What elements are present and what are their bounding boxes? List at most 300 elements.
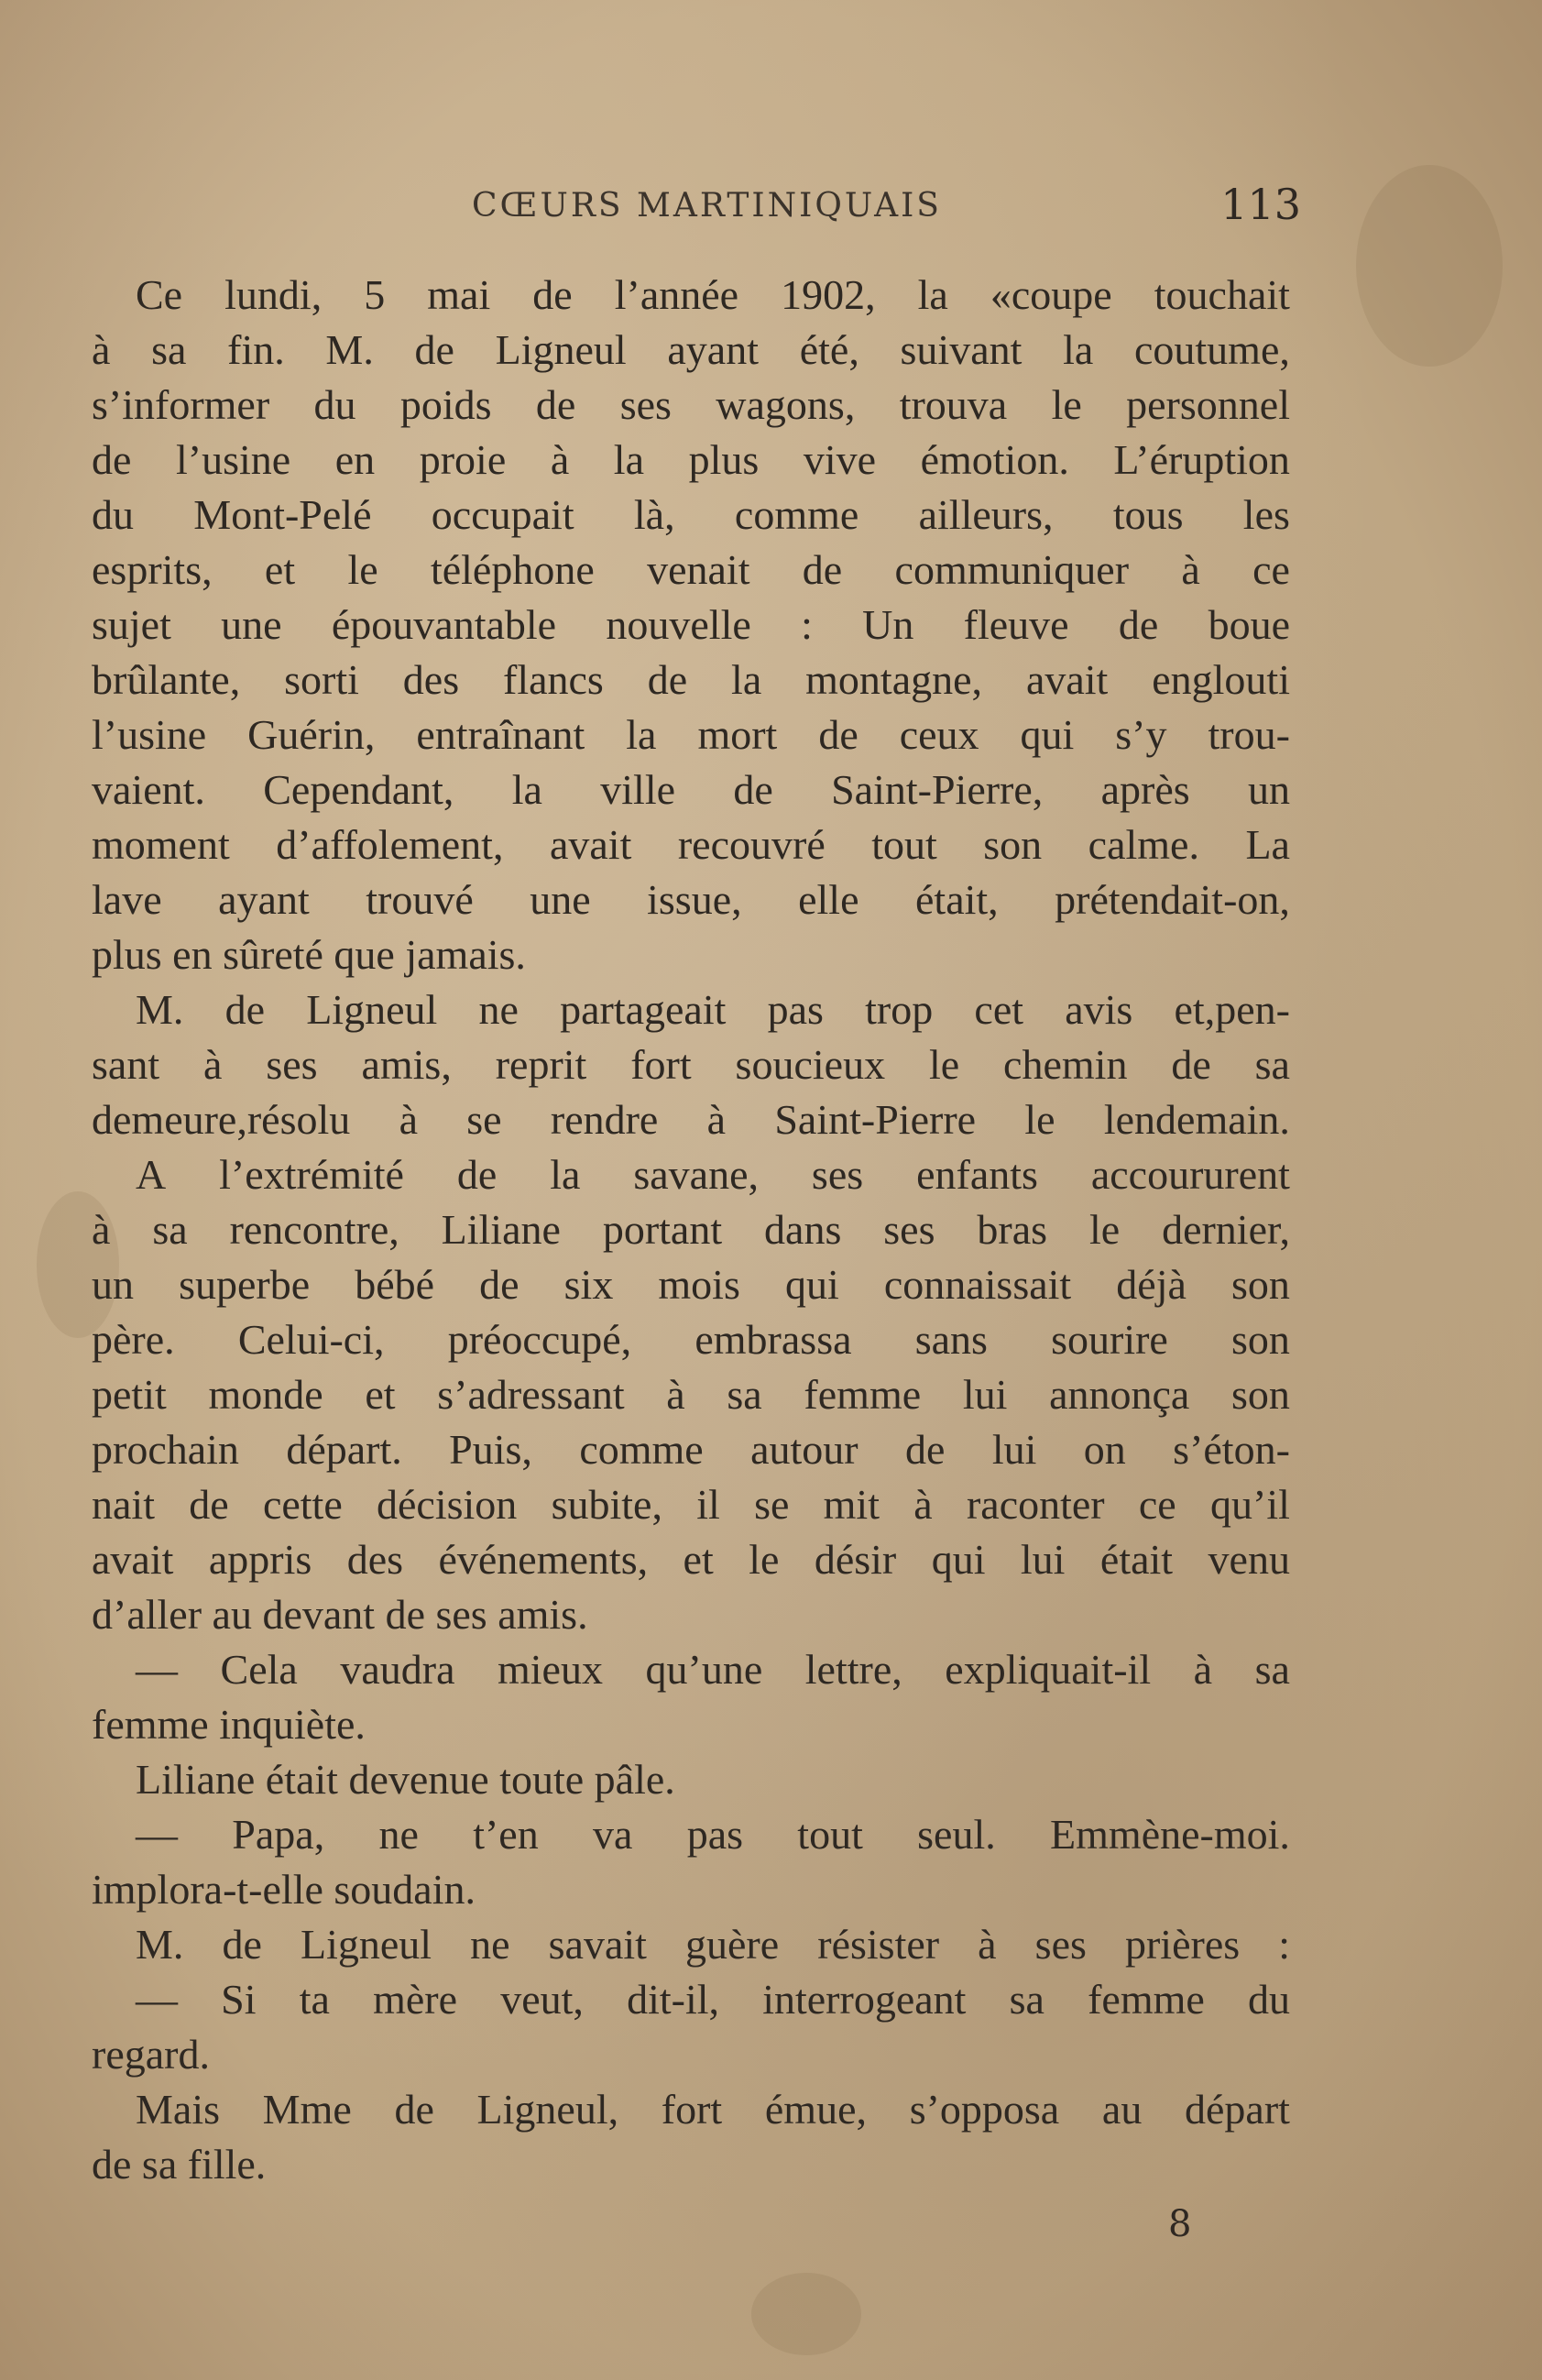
word: femme <box>1088 1976 1205 2023</box>
word: trouva <box>899 381 1008 428</box>
word: M. <box>136 1921 184 1968</box>
word: et,pen- <box>1174 986 1290 1033</box>
word: sans <box>914 1316 988 1363</box>
text-line <box>92 323 1290 378</box>
word: était, <box>915 876 999 923</box>
word: à <box>1193 1646 1213 1693</box>
word: : <box>1278 1921 1290 1968</box>
word: de <box>92 436 132 483</box>
word: fort <box>661 2086 723 2133</box>
word: prochain <box>92 1426 239 1473</box>
word: été, <box>799 326 859 373</box>
word: du <box>313 381 356 428</box>
word: des <box>346 1536 404 1583</box>
word: chemin <box>1003 1041 1128 1088</box>
text-line <box>92 982 1290 1037</box>
word: qu’une <box>645 1646 763 1693</box>
text-line: Liliane était devenue toute pâle. <box>136 1756 675 1803</box>
word: son <box>983 821 1043 868</box>
word: ville <box>600 766 676 813</box>
word: poids <box>399 381 492 428</box>
word: une <box>221 601 282 648</box>
word: demeure,résolu <box>92 1096 351 1143</box>
word: savait <box>548 1921 647 1968</box>
word: la <box>1063 326 1094 373</box>
word: à <box>1181 546 1200 593</box>
word: coutume, <box>1133 326 1290 373</box>
word: ses <box>266 1041 318 1088</box>
word: qui <box>784 1261 839 1308</box>
text-line <box>92 817 1290 872</box>
word: embrassa <box>694 1316 852 1363</box>
word: mai <box>427 271 491 318</box>
word: trop <box>865 986 934 1033</box>
word: va <box>592 1811 633 1858</box>
word: Un <box>862 601 914 648</box>
word: s’éton- <box>1173 1426 1290 1473</box>
text-line <box>92 1807 1290 1862</box>
word: proie <box>419 436 507 483</box>
word: de <box>394 2086 434 2133</box>
word: téléphone <box>430 546 595 593</box>
word: l’année <box>614 271 739 318</box>
word: Mont-Pelé <box>193 491 372 538</box>
word: cette <box>262 1481 343 1528</box>
word: recouvré <box>677 821 826 868</box>
word: à <box>666 1371 685 1418</box>
word: personnel <box>1126 381 1290 428</box>
word: A <box>136 1151 167 1198</box>
text-line <box>92 1202 1290 1257</box>
word: Ligneul <box>306 986 438 1033</box>
word: décision <box>377 1481 518 1528</box>
word: seul. <box>917 1811 996 1858</box>
word: prétendait-on, <box>1055 876 1290 923</box>
word: mois <box>658 1261 740 1308</box>
word: fleuve <box>963 601 1069 648</box>
word: partageait <box>560 986 727 1033</box>
word: et <box>365 1371 396 1418</box>
word: de <box>818 711 858 758</box>
word: ta <box>299 1976 330 2023</box>
word: nouvelle <box>606 601 751 648</box>
word: de <box>733 766 773 813</box>
word: père. <box>92 1316 175 1363</box>
word: amis, <box>361 1041 452 1088</box>
word: plus <box>688 436 760 483</box>
word: la <box>731 656 762 703</box>
word: son <box>1231 1261 1290 1308</box>
text-line <box>92 1972 1290 2027</box>
text-line <box>92 1037 1290 1092</box>
word: Ce <box>136 271 183 318</box>
word: ailleurs, <box>918 491 1054 538</box>
word: de <box>479 1261 519 1308</box>
word: pas <box>686 1811 744 1858</box>
word: le <box>1088 1206 1121 1253</box>
word: issue, <box>647 876 742 923</box>
word: son <box>1231 1371 1290 1418</box>
word: et <box>683 1536 714 1583</box>
word: monde <box>208 1371 323 1418</box>
text-line <box>92 1477 1290 1532</box>
word: L’éruption <box>1113 436 1290 483</box>
word: soucieux <box>735 1041 886 1088</box>
word: départ. <box>286 1426 402 1473</box>
word: ne <box>378 1811 419 1858</box>
word: fin. <box>227 326 285 373</box>
text-line <box>92 488 1290 543</box>
text-line <box>92 1257 1290 1312</box>
word: lendemain. <box>1103 1096 1290 1143</box>
word: la <box>626 711 657 758</box>
word: s’opposa <box>909 2086 1060 2133</box>
word: résister <box>817 1921 940 1968</box>
word: Si <box>221 1976 257 2023</box>
word: communiquer <box>894 546 1130 593</box>
word: prières <box>1124 1921 1241 1968</box>
word: lui <box>962 1371 1008 1418</box>
word: déjà <box>1116 1261 1187 1308</box>
word: Ligneul <box>495 326 627 373</box>
word: dit-il, <box>627 1976 720 2023</box>
word: le <box>1024 1096 1055 1143</box>
word: se <box>466 1096 502 1143</box>
word: superbe <box>179 1261 311 1308</box>
word: Cependant, <box>263 766 454 813</box>
word: ce <box>1252 546 1290 593</box>
word: lui <box>991 1426 1037 1473</box>
word: à <box>92 1206 111 1253</box>
word: ses <box>1034 1921 1087 1968</box>
word: «coupe <box>990 271 1112 318</box>
word: wagons, <box>716 381 856 428</box>
word: mieux <box>498 1646 603 1693</box>
word: entraînant <box>416 711 585 758</box>
word: événements, <box>438 1536 649 1583</box>
word: Papa, <box>232 1811 325 1858</box>
word: Guérin, <box>247 711 376 758</box>
text-line <box>92 1367 1290 1422</box>
word: vive <box>803 436 877 483</box>
word: 5 <box>364 271 386 318</box>
word: comme <box>734 491 859 538</box>
word: avait <box>92 1536 174 1583</box>
text-line <box>92 2082 1290 2137</box>
word: en <box>334 436 376 483</box>
word: ne <box>470 1921 510 1968</box>
text-line <box>92 1642 1290 1697</box>
word: sa <box>151 326 187 373</box>
text-line <box>92 1092 1290 1147</box>
text-line <box>92 1532 1290 1587</box>
word: avait <box>1025 656 1109 703</box>
word: sa <box>152 1206 188 1253</box>
word: veut, <box>500 1976 584 2023</box>
text-line <box>92 653 1290 707</box>
word: suivant <box>900 326 1023 373</box>
word: trouvé <box>366 876 474 923</box>
word: six <box>563 1261 614 1308</box>
word: sa <box>727 1371 762 1418</box>
word: appris <box>208 1536 312 1583</box>
word: et <box>264 546 296 593</box>
text-line <box>92 378 1290 433</box>
word: avis <box>1065 986 1133 1033</box>
signature-mark: 8 <box>1168 2203 1192 2245</box>
word: là, <box>633 491 675 538</box>
word: s’informer <box>92 381 270 428</box>
word: trou- <box>1208 711 1290 758</box>
word: M. <box>136 986 184 1033</box>
word: lettre, <box>804 1646 902 1693</box>
word: — <box>136 1811 178 1858</box>
word: qui <box>931 1536 986 1583</box>
word: tout <box>871 821 937 868</box>
word: ayant <box>218 876 310 923</box>
word: — <box>136 1646 178 1693</box>
word: le <box>749 1536 780 1583</box>
word: venait <box>647 546 750 593</box>
word: venu <box>1208 1536 1290 1583</box>
word: la <box>613 436 644 483</box>
word: rencontre, <box>229 1206 399 1253</box>
word: l’usine <box>175 436 291 483</box>
word: à <box>550 436 570 483</box>
word: touchait <box>1154 271 1290 318</box>
word: de <box>532 271 573 318</box>
word: t’en <box>473 1811 539 1858</box>
word: à <box>913 1481 933 1528</box>
word: émue, <box>764 2086 868 2133</box>
word: — <box>136 1976 178 2023</box>
text-line <box>92 433 1290 488</box>
word: Celui-ci, <box>237 1316 385 1363</box>
word: des <box>402 656 460 703</box>
word: la <box>511 766 542 813</box>
word: du <box>92 491 134 538</box>
text-line <box>92 872 1290 927</box>
word: un <box>1247 766 1290 813</box>
word: Liliane <box>441 1206 561 1253</box>
word: un <box>92 1261 134 1308</box>
word: une <box>530 876 591 923</box>
word: après <box>1100 766 1190 813</box>
word: calme. <box>1088 821 1199 868</box>
word: sa <box>1009 1976 1044 2023</box>
word: Puis, <box>449 1426 532 1473</box>
word: Ligneul <box>300 1921 432 1968</box>
word: départ <box>1185 2086 1290 2133</box>
word: de <box>222 1921 262 1968</box>
word: raconter <box>966 1481 1105 1528</box>
word: subite, <box>551 1481 662 1528</box>
word: Mme <box>262 2086 352 2133</box>
word: femme <box>804 1371 922 1418</box>
text-line <box>92 1312 1290 1367</box>
word: à <box>706 1096 727 1143</box>
word: dernier, <box>1162 1206 1290 1253</box>
word: de <box>535 381 576 428</box>
text-line <box>92 543 1290 598</box>
word: émotion. <box>920 436 1069 483</box>
word: avait <box>549 821 632 868</box>
word: ses <box>811 1151 864 1198</box>
word: Saint-Pierre <box>774 1096 977 1143</box>
word: englouti <box>1152 656 1290 703</box>
text-line <box>92 762 1290 817</box>
word: dans <box>764 1206 842 1253</box>
text-line: femme inquiète. <box>92 1701 366 1748</box>
text-line <box>92 598 1290 653</box>
word: cet <box>974 986 1024 1033</box>
paper-stain <box>751 2273 861 2355</box>
word: annonça <box>1049 1371 1190 1418</box>
word: qu’il <box>1210 1481 1290 1528</box>
word: nait <box>92 1481 155 1528</box>
word: Saint-Pierre, <box>831 766 1044 813</box>
word: Mais <box>136 2086 220 2133</box>
word: du <box>1248 1976 1290 2023</box>
text-line <box>92 1917 1290 1972</box>
word: sujet <box>92 601 171 648</box>
word: 1902, <box>781 271 876 318</box>
text-line <box>92 1422 1290 1477</box>
word: l’usine <box>92 711 207 758</box>
word: Cela <box>220 1646 298 1693</box>
word: rendre <box>550 1096 659 1143</box>
word: montagne, <box>805 656 983 703</box>
word: était <box>1099 1536 1174 1583</box>
word: ses <box>619 381 672 428</box>
word: de <box>189 1481 229 1528</box>
word: brûlante, <box>92 656 241 703</box>
word: préoccupé, <box>447 1316 632 1363</box>
text-line <box>92 1147 1290 1202</box>
text-line: regard. <box>92 2031 210 2078</box>
word: pas <box>767 986 824 1033</box>
text-line: implora-t-elle soudain. <box>92 1866 476 1913</box>
word: ayant <box>667 326 760 373</box>
word: moment <box>92 821 230 868</box>
word: sa <box>1254 1041 1290 1088</box>
word: mit <box>823 1481 880 1528</box>
word: de <box>647 656 688 703</box>
word: M. <box>325 326 374 373</box>
word: de <box>1118 601 1159 648</box>
body-text <box>92 268 1290 2192</box>
word: flancs <box>503 656 604 703</box>
word: petit <box>92 1371 167 1418</box>
word: accoururent <box>1090 1151 1290 1198</box>
word: d’affolement, <box>276 821 504 868</box>
word: lui <box>1020 1536 1066 1583</box>
word: au <box>1101 2086 1143 2133</box>
word: de <box>414 326 454 373</box>
word: à <box>978 1921 997 1968</box>
word: s’adressant <box>437 1371 625 1418</box>
word: guère <box>685 1921 780 1968</box>
word: lave <box>92 876 162 923</box>
word: vaient. <box>92 766 205 813</box>
word: s’y <box>1115 711 1167 758</box>
word: : <box>801 601 813 648</box>
word: occupait <box>431 491 574 538</box>
text-line <box>92 268 1290 323</box>
word: mort <box>697 711 778 758</box>
word: vaudra <box>340 1646 455 1693</box>
word: il <box>696 1481 720 1528</box>
word: à <box>92 326 111 373</box>
running-head <box>92 180 1301 235</box>
word: ne <box>478 986 519 1033</box>
word: lundi, <box>224 271 323 318</box>
word: ceux <box>899 711 979 758</box>
word: on <box>1083 1426 1126 1473</box>
word: sorti <box>284 656 359 703</box>
word: la <box>550 1151 581 1198</box>
word: de <box>224 986 266 1033</box>
word: à <box>203 1041 223 1088</box>
word: enfants <box>916 1151 1038 1198</box>
word: désir <box>814 1536 897 1583</box>
word: sant <box>92 1041 160 1088</box>
word: à <box>399 1096 418 1143</box>
word: la <box>917 271 948 318</box>
word: fort <box>630 1041 692 1088</box>
word: ses <box>883 1206 935 1253</box>
word: bras <box>977 1206 1048 1253</box>
word: l’extrémité <box>219 1151 404 1198</box>
word: bébé <box>355 1261 435 1308</box>
word: sourire <box>1051 1316 1168 1363</box>
word: comme <box>579 1426 704 1473</box>
word: savane, <box>633 1151 759 1198</box>
word: elle <box>798 876 859 923</box>
word: La <box>1245 821 1290 868</box>
word: le <box>928 1041 960 1088</box>
word: portant <box>602 1206 723 1253</box>
word: esprits, <box>92 546 213 593</box>
word: qui <box>1020 711 1075 758</box>
word: reprit <box>495 1041 587 1088</box>
word: Emmène-moi. <box>1050 1811 1290 1858</box>
text-line: plus en sûreté que jamais. <box>92 931 526 978</box>
word: de <box>1171 1041 1211 1088</box>
word: de <box>802 546 843 593</box>
word: tout <box>797 1811 863 1858</box>
word: les <box>1242 491 1290 538</box>
running-title: CŒURS MARTINIQUAIS <box>472 187 942 225</box>
text-line: de sa fille. <box>92 2141 267 2188</box>
word: Ligneul, <box>476 2086 619 2133</box>
paper-stain <box>1356 165 1503 367</box>
word: le <box>1051 381 1082 428</box>
word: interrogeant <box>762 1976 967 2023</box>
word: ce <box>1138 1481 1176 1528</box>
word: de <box>456 1151 498 1198</box>
word: boue <box>1208 601 1290 648</box>
word: mère <box>373 1976 458 2023</box>
word: connaissait <box>883 1261 1072 1308</box>
word: de <box>905 1426 946 1473</box>
word: épouvantable <box>331 601 557 648</box>
page-number: 113 <box>1220 180 1301 229</box>
word: expliquait-il <box>945 1646 1152 1693</box>
word: le <box>347 546 378 593</box>
text-line <box>92 707 1290 762</box>
word: tous <box>1112 491 1184 538</box>
